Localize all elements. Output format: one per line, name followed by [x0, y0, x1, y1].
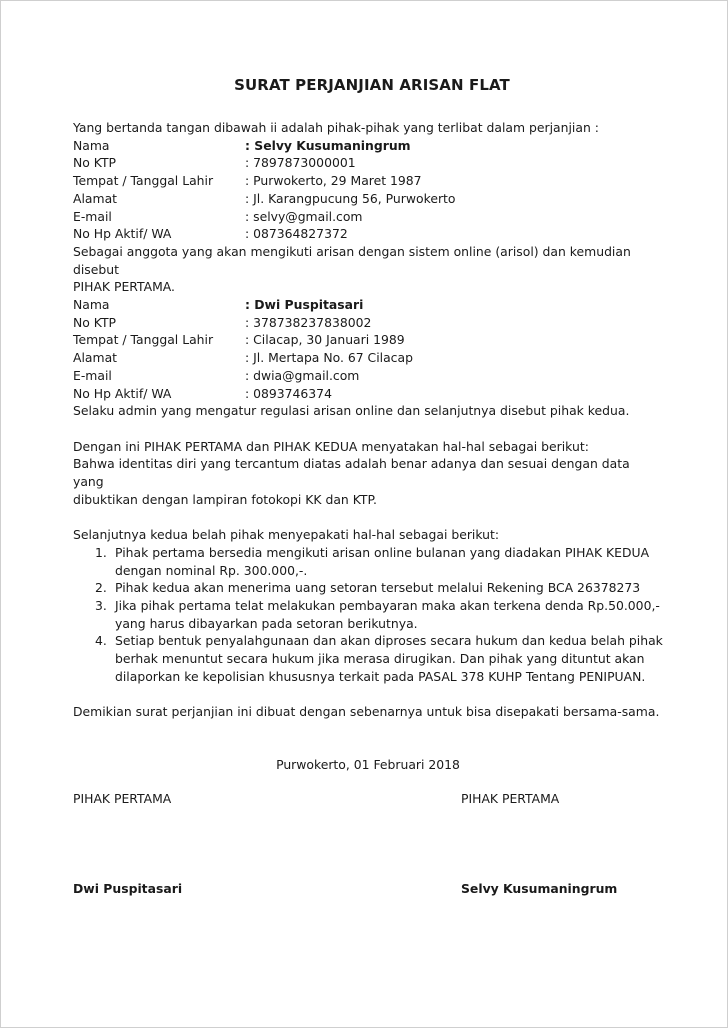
- spacer: [73, 721, 663, 739]
- signature-left-title: PIHAK PERTAMA: [73, 790, 172, 806]
- party2-row-email: [73, 367, 663, 385]
- party1-label-birth: Tempat / Tanggal Lahir: [73, 173, 214, 189]
- spacer: [73, 739, 663, 757]
- party2-value-birth: : Cilacap, 30 Januari 1989: [245, 332, 405, 348]
- party2-label-email: E-mail: [73, 367, 112, 383]
- closing-text: Demikian surat perjanjian ini dibuat dengan sebenarnya untuk bisa disepakati bersama-sama.: [73, 704, 660, 720]
- agreement-item-line: berhak menuntut secara hukum jika merasa dirugikan. Dan pihak yang dituntut akan: [115, 651, 645, 667]
- party2-value-email: : dwia@gmail.com: [245, 367, 360, 383]
- party2-value-name: : Dwi Puspitasari: [245, 297, 364, 313]
- party1-label-ktp: No KTP: [73, 155, 116, 171]
- party2-identity: [73, 296, 663, 402]
- spacer: [73, 685, 663, 703]
- party1-value-birth: : Purwokerto, 29 Maret 1987: [245, 173, 422, 189]
- agreement-item-line: Pihak kedua akan menerima uang setoran tersebut melalui Rekening BCA 26378273: [115, 580, 641, 596]
- agreement-item-number: 1.: [95, 544, 107, 560]
- signature-block: [73, 774, 663, 934]
- party2-row-phone: [73, 385, 663, 403]
- signature-right-title: PIHAK PERTAMA: [461, 790, 560, 806]
- party2-row-ktp: [73, 314, 663, 332]
- party1-role-line1: Sebagai anggota yang akan mengikuti arisan dengan sistem online (arisol) dan kemudian disebut: [73, 243, 631, 277]
- agreement-intro: Selanjutnya kedua belah pihak menyepakati hal-hal sebagai berikut:: [73, 527, 500, 543]
- agreement-item-3: [73, 597, 663, 632]
- intro-text: Yang bertanda tangan dibawah ii adalah pihak-pihak yang terlibat dalam perjanjian :: [73, 120, 599, 135]
- party1-label-phone: No Hp Aktif/ WA: [73, 226, 172, 242]
- party1-row-address: [73, 190, 663, 208]
- party1-label-name: Nama: [73, 137, 110, 153]
- agreement-item-1: [73, 544, 663, 579]
- agreement-list: [73, 544, 663, 686]
- party2-label-name: Nama: [73, 297, 110, 313]
- party1-value-email: : selvy@gmail.com: [245, 208, 363, 224]
- party1-value-address: : Jl. Karangpucung 56, Purwokerto: [245, 190, 456, 206]
- party2-label-birth: Tempat / Tanggal Lahir: [73, 332, 214, 348]
- agreement-item-number: 3.: [95, 597, 107, 613]
- agreement-item-line: Jika pihak pertama telat melakukan pembayaran maka akan terkena denda Rp.50.000,-: [115, 597, 660, 613]
- party2-label-address: Alamat: [73, 350, 118, 366]
- agreement-item-line: dilaporkan ke kepolisian khususnya terkait pada PASAL 378 KUHP Tentang PENIPUAN.: [115, 668, 646, 684]
- party1-label-email: E-mail: [73, 208, 112, 224]
- party2-label-phone: No Hp Aktif/ WA: [73, 385, 172, 401]
- party2-row-birth: [73, 331, 663, 349]
- party1-row-phone: [73, 225, 663, 243]
- party1-row-birth: [73, 172, 663, 190]
- signature-left-name: Dwi Puspitasari: [73, 880, 183, 896]
- document-title: SURAT PERJANJIAN ARISAN FLAT: [234, 76, 510, 94]
- party1-identity: [73, 137, 663, 243]
- party2-value-phone: : 0893746374: [245, 385, 332, 401]
- agreement-item-line: dengan nominal Rp. 300.000,-.: [115, 562, 308, 578]
- party1-value-ktp: : 7897873000001: [245, 155, 356, 171]
- signature-right-name: Selvy Kusumaningrum: [461, 880, 618, 896]
- party2-value-address: : Jl. Mertapa No. 67 Cilacap: [245, 350, 413, 366]
- party2-value-ktp: : 378738237838002: [245, 314, 372, 330]
- agreement-item-number: 2.: [95, 580, 107, 596]
- agreement-item-number: 4.: [95, 633, 107, 649]
- party2-role-line: Selaku admin yang mengatur regulasi arisan online dan selanjutnya disebut pihak kedua.: [73, 403, 630, 419]
- agreement-item-line: Pihak pertama bersedia mengikuti arisan online bulanan yang diadakan PIHAK KEDUA: [115, 544, 650, 560]
- party2-row-address: [73, 349, 663, 367]
- spacer: [73, 420, 663, 438]
- statement-line3: dibuktikan dengan lampiran fotokopi KK dan KTP.: [73, 491, 377, 507]
- party1-label-address: Alamat: [73, 190, 118, 206]
- place-date: Purwokerto, 01 Februari 2018: [276, 757, 460, 773]
- spacer: [73, 508, 663, 526]
- agreement-item-4: [73, 632, 663, 685]
- statement-line1: Dengan ini PIHAK PERTAMA dan PIHAK KEDUA menyatakan hal-hal sebagai berikut:: [73, 438, 589, 454]
- party1-row-ktp: [73, 154, 663, 172]
- agreement-letter: [73, 75, 663, 934]
- party2-label-ktp: No KTP: [73, 314, 116, 330]
- agreement-item-2: [73, 579, 663, 597]
- party1-row-name: [73, 137, 663, 155]
- party1-row-email: [73, 208, 663, 226]
- party2-row-name: [73, 296, 663, 314]
- agreement-item-line: yang harus dibayarkan pada setoran berikutnya.: [115, 615, 418, 631]
- party1-value-phone: : 087364827372: [245, 226, 348, 242]
- party1-role-line2: PIHAK PERTAMA.: [73, 279, 175, 295]
- party1-value-name: : Selvy Kusumaningrum: [245, 137, 411, 153]
- statement-line2: Bahwa identitas diri yang tercantum diatas adalah benar adanya dan sesuai dengan data yang: [73, 456, 630, 490]
- agreement-item-line: Setiap bentuk penyalahgunaan dan akan diproses secara hukum dan kedua belah pihak: [115, 633, 663, 649]
